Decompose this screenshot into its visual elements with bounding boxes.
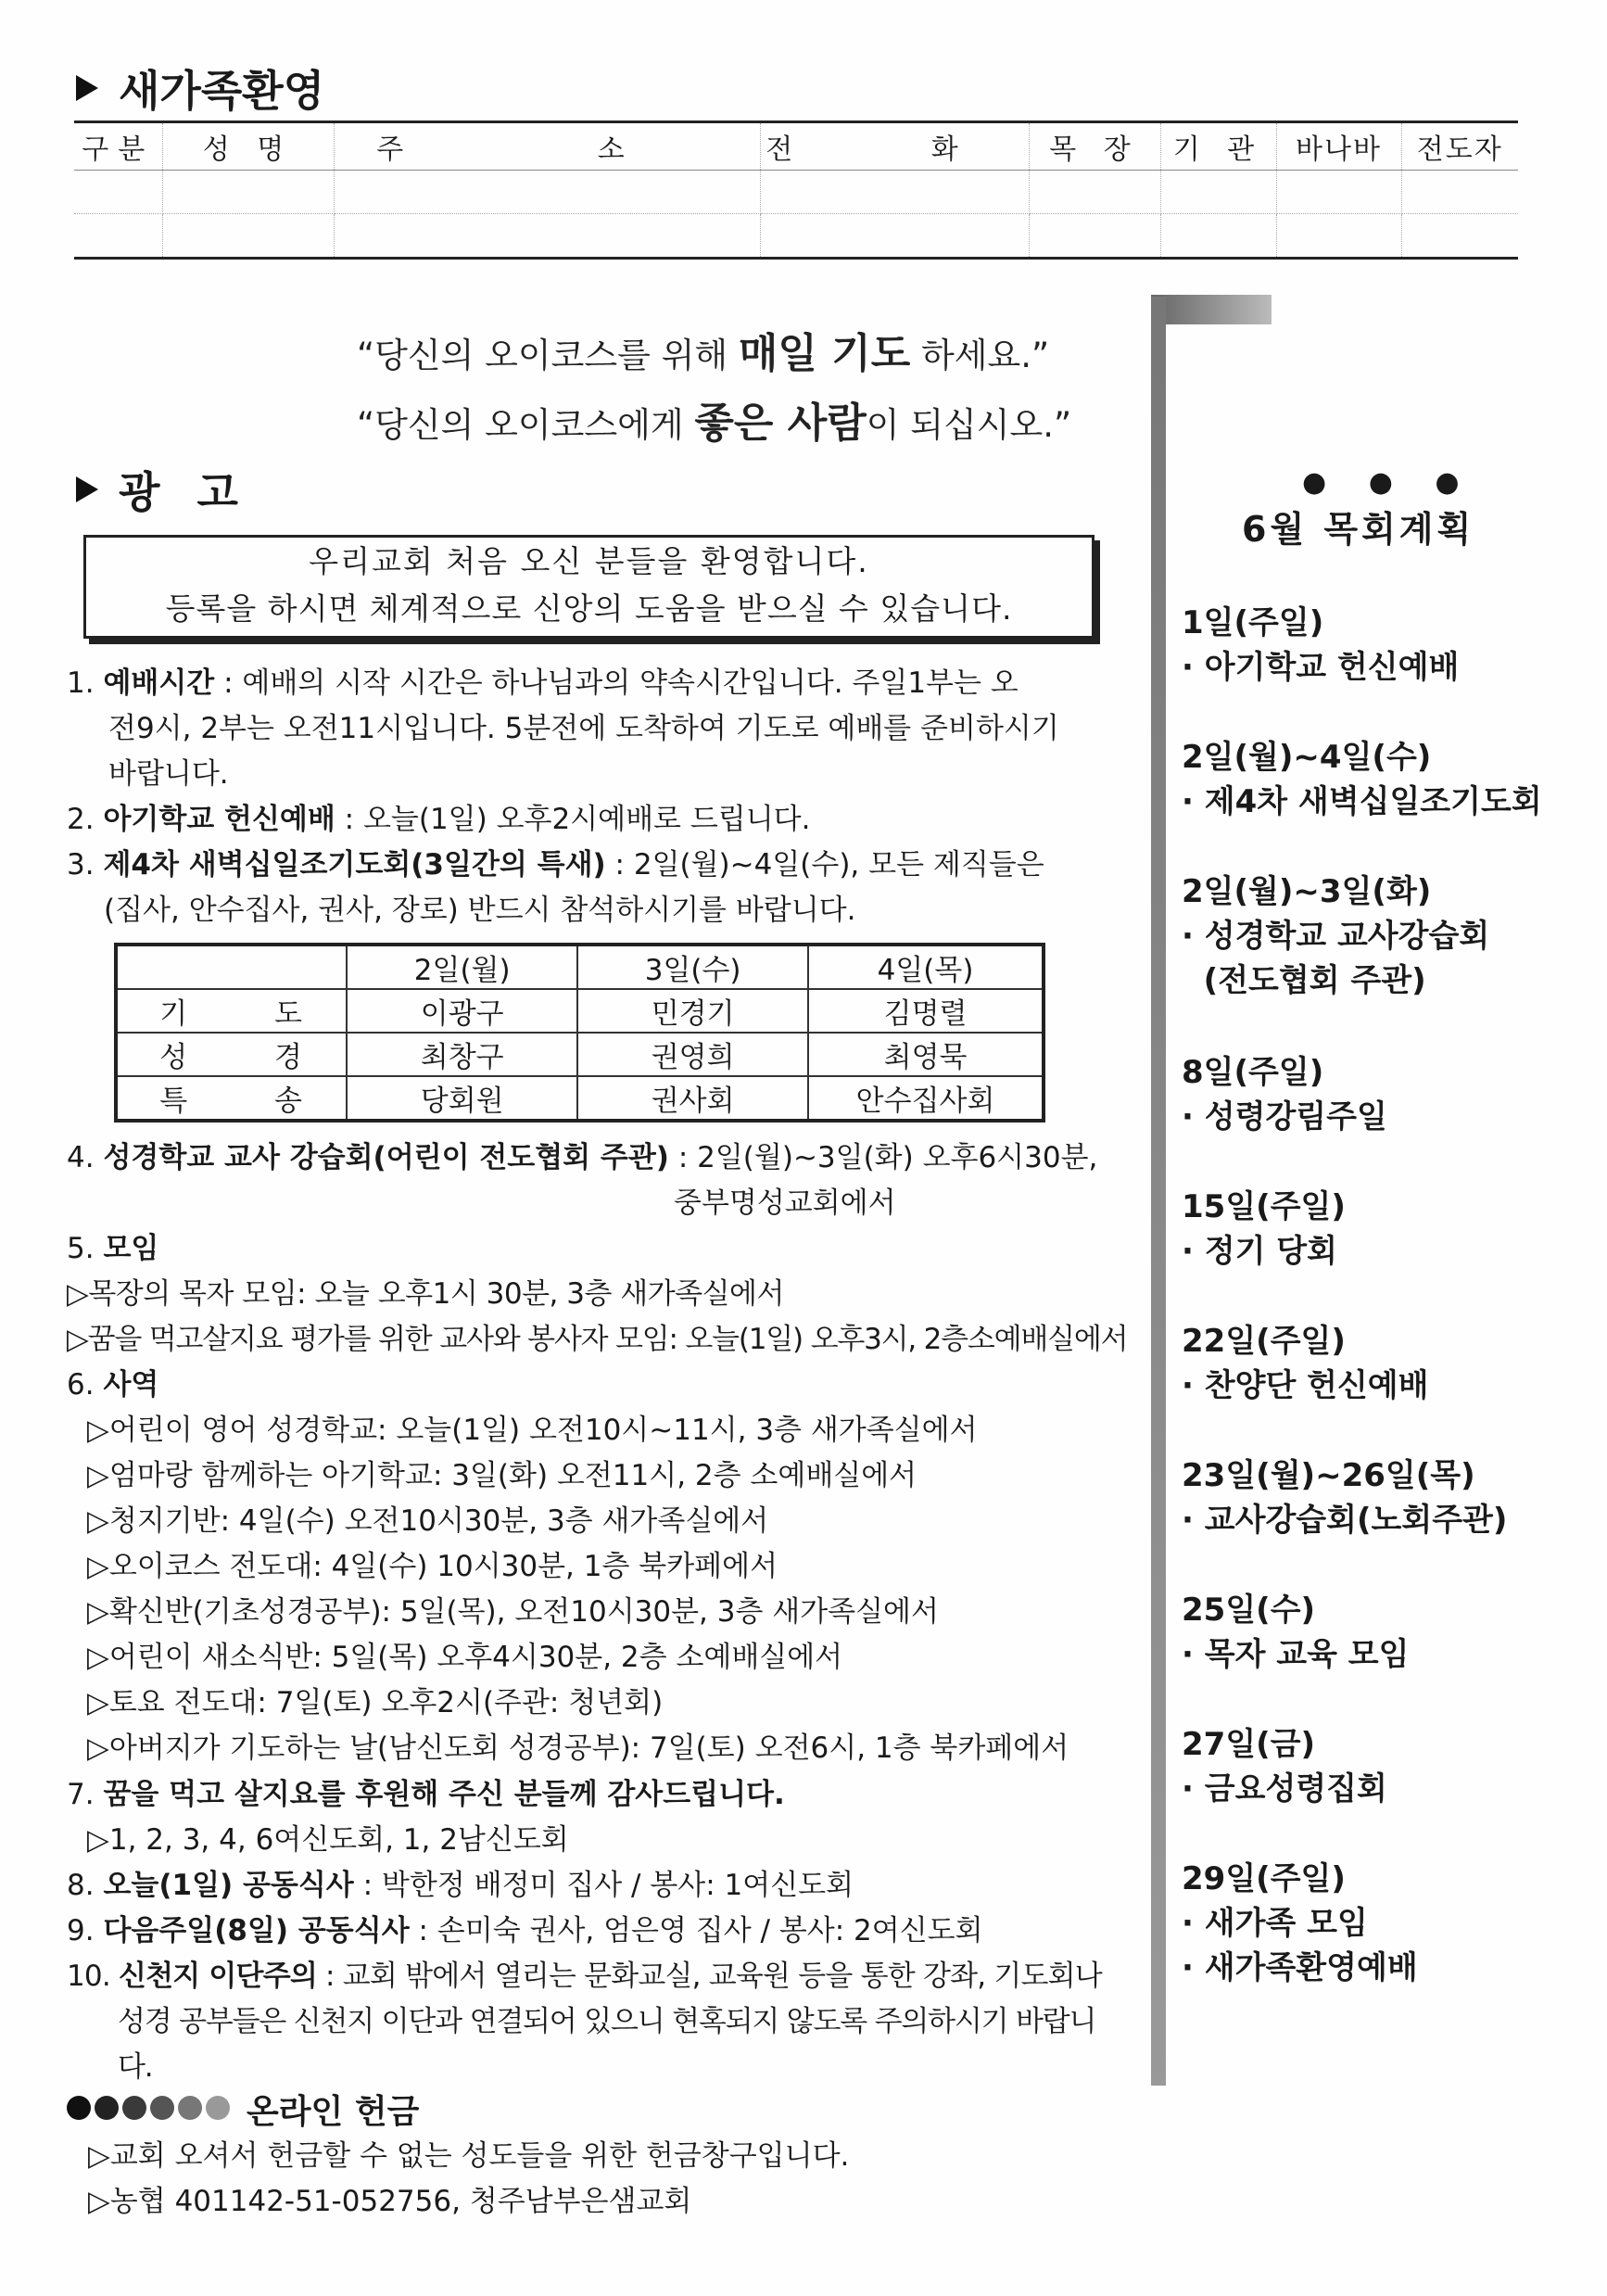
event-item: · 금요성령집회 (1182, 1770, 1387, 1808)
sidebar-event (1182, 601, 1459, 690)
table-cell: 2일(월) (347, 945, 577, 989)
list-item: ▷목장의 목자 모임: 오늘 오후1시 30분, 3층 새가족실에서 (67, 1277, 784, 1311)
ads-heading (76, 459, 249, 520)
dots-icon: ● ● ● (1302, 466, 1476, 499)
notice-1 (67, 661, 1114, 797)
column-header: 바나바 (1276, 122, 1401, 171)
list-item: ▷어린이 영어 성경학교: 오늘(1일) 오전10시~11시, 3층 새가족실에서 (87, 1414, 978, 1447)
notice-2 (67, 797, 810, 843)
sidebar-event (1182, 1185, 1346, 1274)
notice-text: 전9시, 2부는 오전11시입니다. 5분전에 도착하여 기도로 예배를 준비하시기 (108, 712, 1059, 745)
table-cell: 민경기 (577, 989, 808, 1033)
list-item: ▷1, 2, 3, 4, 6여신도회, 1, 2남신도회 (87, 1823, 569, 1857)
new-family-heading-text: 새가족환영 (119, 66, 325, 116)
notice-8 (67, 1863, 854, 1909)
notice-text: : 2일(월)~4일(수), 모든 제직들은 (605, 848, 1044, 882)
event-item: · 정기 당회 (1182, 1233, 1337, 1270)
notice-4 (67, 1135, 1097, 1226)
notice-title: 예배시간 (103, 666, 215, 700)
notice-number: 8. (67, 1869, 95, 1902)
row-label: 특 송 (116, 1076, 347, 1121)
event-item: · 교사강습회(노회주관) (1182, 1502, 1508, 1539)
notice-title: 모임 (103, 1232, 159, 1265)
dots-icon (67, 2096, 234, 2124)
notice-text: : 교회 밖에서 열리는 문화교실, 교육원 등을 통한 강좌, 기도회나 (316, 1960, 1102, 1993)
list-item: ▷오이코스 전도대: 4일(수) 10시30분, 1층 북카페에서 (87, 1550, 778, 1583)
notice-number: 3. (67, 848, 95, 882)
notice-number: 1. (67, 666, 95, 700)
list-item: ▷토요 전도대: 7일(토) 오후2시(주관: 청년회) (87, 1686, 664, 1719)
notice-text: 바랍니다. (108, 757, 229, 791)
notice-title: 사역 (103, 1368, 159, 1402)
sidebar-event (1182, 1453, 1507, 1542)
notice-text: : 오늘(1일) 오후2시예배로 드립니다. (335, 803, 811, 836)
sidebar-event (1182, 1050, 1387, 1139)
notice-title: 아기학교 헌신예배 (103, 803, 335, 836)
notice-text: 성경 공부들은 신천지 이단과 연결되어 있으니 현혹되지 않도록 주의하시기 바랍니다. (118, 2005, 1096, 2084)
notice-number: 7. (67, 1778, 95, 1811)
event-item: · 찬양단 헌신예배 (1182, 1367, 1429, 1404)
event-date: 8일(주일) (1182, 1054, 1324, 1091)
prayer-schedule-table (114, 943, 1045, 1123)
quote-emphasis: 매일 기도 (738, 330, 911, 377)
quote-text: “당신의 오이코스에게 (357, 405, 695, 445)
notice-text: : 예배의 시작 시간은 하나님과의 약속시간입니다. 주일1부는 오 (214, 666, 1019, 700)
list-item: ▷확신반(기초성경공부): 5일(목), 오전10시30분, 3층 새가족실에서 (87, 1595, 939, 1629)
event-date: 27일(금) (1182, 1726, 1316, 1763)
sidebar-event (1182, 869, 1489, 1003)
notice-text: : 2일(월)~3일(화) 오후6시30분, (668, 1141, 1098, 1174)
column-header: 성 명 (162, 122, 334, 171)
event-date: 25일(수) (1182, 1592, 1316, 1629)
list-item: ▷아버지가 기도하는 날(남신도회 성경공부): 7일(토) 오전6시, 1층 북카페에서 (87, 1732, 1069, 1765)
sidebar-event (1182, 1319, 1429, 1408)
column-header: 기 관 (1160, 122, 1276, 171)
sidebar-event (1182, 1588, 1410, 1677)
table-cell: 3일(수) (577, 945, 808, 989)
event-date: 2일(월)~3일(화) (1182, 873, 1432, 910)
row-label: 기 도 (116, 989, 347, 1033)
column-header: 전 화 (760, 122, 1029, 171)
notice-9 (67, 1909, 983, 1954)
notice-text: (집사, 안수집사, 권사, 장로) 반드시 참석하시기를 바랍니다. (104, 894, 856, 927)
notice-number: 9. (67, 1914, 95, 1947)
table-cell: 4일(목) (808, 945, 1044, 989)
event-item: · 새가족 모임 (1182, 1905, 1368, 1942)
list-item: ▷꿈을 먹고살지요 평가를 위한 교사와 봉사자 모임: 오늘(1일) 오후3시, 2층소예배실에서 (67, 1323, 1128, 1356)
table-cell: 최창구 (347, 1033, 577, 1076)
notice-number: 2. (67, 803, 95, 836)
triangle-bullet-icon (76, 476, 98, 502)
table-cell: 이광구 (347, 989, 577, 1033)
welcome-box (83, 535, 1095, 639)
event-date: 1일(주일) (1182, 604, 1324, 641)
event-item: · 아기학교 헌신예배 (1182, 649, 1460, 686)
quote-text: “당신의 오이코스를 위해 (357, 336, 739, 375)
notice-10 (67, 1954, 1123, 2090)
notice-7 (67, 1772, 785, 1863)
notice-3 (67, 843, 1044, 933)
quote-text: 이 되십시오.” (866, 405, 1072, 445)
quote-text: 하세요.” (910, 336, 1050, 375)
notice-text: : 손미숙 권사, 엄은영 집사 / 봉사: 2여신도회 (409, 1914, 983, 1947)
table-cell (116, 945, 347, 989)
event-item: · 목자 교육 모임 (1182, 1636, 1410, 1673)
list-item: ▷엄마랑 함께하는 아기학교: 3일(화) 오전11시, 2층 소예배실에서 (87, 1459, 917, 1492)
sidebar-event (1182, 735, 1542, 824)
notice-title: 성경학교 교사 강습회(어린이 전도협회 주관) (103, 1141, 669, 1174)
new-family-table (74, 121, 1518, 260)
online-offering-title: 온라인 헌금 (247, 2093, 420, 2131)
column-header: 구분 (74, 122, 162, 171)
quote-line-1 (357, 320, 1049, 379)
table-row (116, 1076, 1044, 1121)
event-item: (전도협회 주관) (1182, 962, 1426, 999)
event-date: 22일(주일) (1182, 1323, 1346, 1360)
sidebar-decoration (1151, 295, 1272, 324)
sidebar-title: 6월 목회계획 (1242, 509, 1475, 550)
table-row (116, 1033, 1044, 1076)
notice-text: : 박한정 배정미 집사 / 봉사: 1여신도회 (353, 1869, 854, 1902)
list-item: ▷어린이 새소식반: 5일(목) 오후4시30분, 2층 소예배실에서 (87, 1641, 843, 1674)
welcome-line-2: 등록을 하시면 체계적으로 신앙의 도움을 받으실 수 있습니다. (165, 590, 1013, 627)
event-date: 23일(월)~26일(목) (1182, 1457, 1475, 1494)
notice-text: 중부명성교회에서 (674, 1186, 896, 1220)
event-item: · 성령강림주일 (1182, 1098, 1387, 1135)
sidebar-event (1182, 1857, 1418, 1990)
table-cell: 김명렬 (808, 989, 1044, 1033)
notice-title: 제4차 새벽십일조기도회(3일간의 특새) (103, 848, 606, 882)
event-date: 15일(주일) (1182, 1188, 1346, 1225)
table-header-row (116, 945, 1044, 989)
online-offering-line-1: ▷교회 오셔서 헌금할 수 없는 성도들을 위한 헌금창구입니다. (88, 2139, 850, 2173)
table-row (116, 989, 1044, 1033)
new-family-heading (76, 57, 324, 119)
triangle-bullet-icon (76, 75, 98, 101)
table-cell: 당회원 (347, 1076, 577, 1121)
online-offering-heading (67, 2086, 419, 2133)
sidebar-decoration (1151, 297, 1166, 2086)
column-header: 목 장 (1029, 122, 1160, 171)
table-cell: 안수집사회 (808, 1076, 1044, 1121)
notice-number: 4. (67, 1141, 95, 1174)
notice-number: 6. (67, 1368, 95, 1402)
quote-line-2 (357, 389, 1071, 449)
table-cell: 최영묵 (808, 1033, 1044, 1076)
table-row (74, 171, 1518, 214)
event-date: 29일(주일) (1182, 1860, 1346, 1897)
event-item: · 새가족환영예배 (1182, 1949, 1418, 1986)
notice-title: 꿈을 먹고 살지요를 후원해 주신 분들께 감사드립니다. (103, 1778, 785, 1811)
table-row (74, 214, 1518, 259)
column-header: 전도자 (1401, 122, 1518, 171)
table-cell: 권영희 (577, 1033, 808, 1076)
notice-5 (67, 1226, 1127, 1363)
notice-number: 10. (67, 1960, 110, 1993)
notice-title: 다음주일(8일) 공동식사 (103, 1914, 410, 1947)
notice-title: 신천지 이단주의 (118, 1960, 317, 1993)
event-item: · 제4차 새벽십일조기도회 (1182, 783, 1542, 820)
new-family-header-row (74, 122, 1518, 171)
row-label: 성 경 (116, 1033, 347, 1076)
ads-heading-text: 광 고 (119, 467, 249, 517)
quote-emphasis: 좋은 사람 (694, 400, 867, 447)
event-item: · 성경학교 교사강습회 (1182, 918, 1490, 955)
column-header: 주 소 (334, 122, 760, 171)
notice-6 (67, 1363, 1069, 1771)
list-item: ▷청지기반: 4일(수) 오전10시30분, 3층 새가족실에서 (87, 1504, 769, 1538)
sidebar-event (1182, 1722, 1387, 1811)
notice-title: 오늘(1일) 공동식사 (103, 1869, 354, 1902)
welcome-line-1: 우리교회 처음 오신 분들을 환영합니다. (309, 543, 869, 579)
notice-number: 5. (67, 1232, 95, 1265)
online-offering-line-2: ▷농협 401142-51-052756, 청주남부은샘교회 (88, 2185, 692, 2218)
table-cell: 권사회 (577, 1076, 808, 1121)
event-date: 2일(월)~4일(수) (1182, 739, 1432, 776)
